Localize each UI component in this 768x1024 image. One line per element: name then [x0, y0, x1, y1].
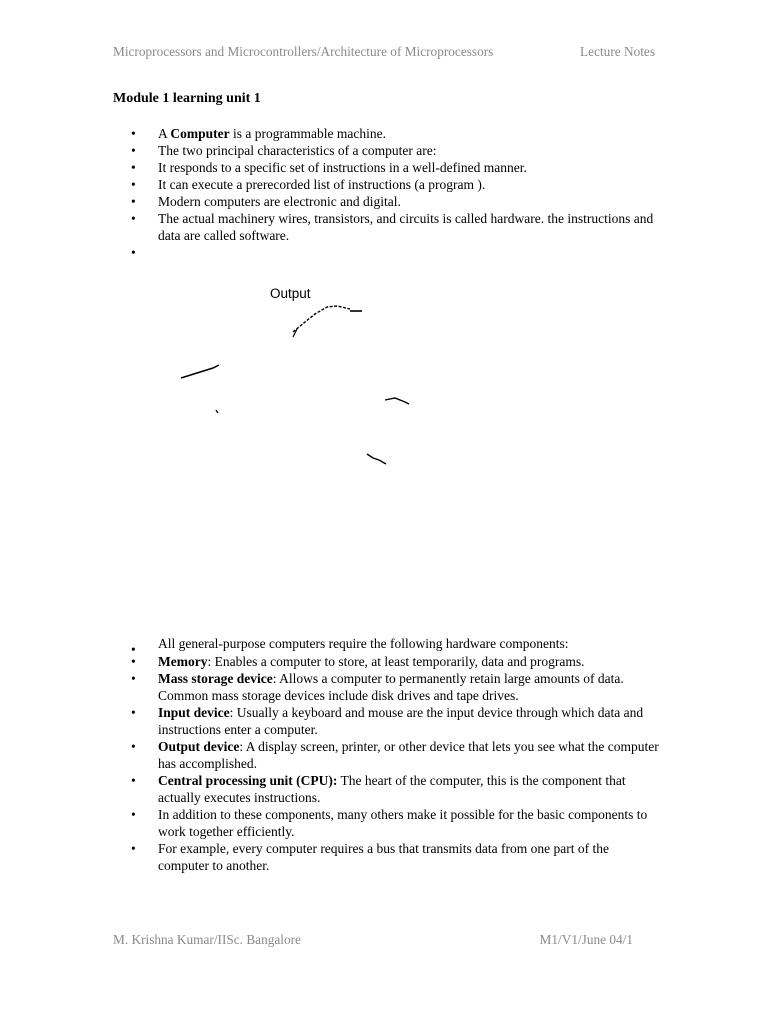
bullet-icon: •	[131, 143, 136, 158]
diagram-line-fragment	[367, 454, 386, 464]
list-item	[131, 840, 661, 874]
list-item-rest: is a programmable machine.	[229, 126, 386, 141]
list-item-text	[158, 705, 643, 737]
bullet-icon: •	[131, 671, 136, 686]
list-item-term: Central processing unit (CPU):	[158, 773, 338, 788]
bullet-icon: •	[131, 705, 136, 720]
bullet-icon: •	[131, 126, 136, 141]
list-item	[131, 159, 661, 176]
list-item	[131, 635, 661, 657]
diagram-line-fragment	[181, 365, 219, 378]
header-course-title: Microprocessors and Microcontrollers/Architecture of Microprocessors	[113, 44, 494, 59]
list-item-term: Output device	[158, 739, 240, 754]
list-item-text: It responds to a specific set of instructions in a well-defined manner.	[158, 160, 527, 175]
list-item	[131, 738, 661, 772]
bullet-icon: •	[131, 160, 136, 175]
computer-block-diagram	[175, 282, 415, 472]
footer-author: M. Krishna Kumar/IISc. Bangalore	[113, 932, 301, 947]
list-item-bold: Computer	[170, 126, 230, 141]
list-item-term: Mass storage device	[158, 671, 273, 686]
list-item-term: Input device	[158, 705, 230, 720]
list-item-term: Memory	[158, 654, 208, 669]
list-item-definition: : Enables a computer to store, at least temporarily, data and programs.	[207, 654, 585, 669]
bullet-icon: •	[131, 194, 136, 209]
list-item-definition: : Usually a keyboard and mouse are the input device through which data and instructions enter a computer.	[158, 705, 644, 737]
bullet-icon: •	[131, 739, 136, 754]
bullet-icon: •	[131, 642, 136, 657]
list-item	[131, 653, 661, 670]
list-item	[131, 772, 661, 806]
list-item	[131, 806, 661, 840]
list-item	[131, 193, 661, 210]
list-item	[131, 704, 661, 738]
bullet-icon: •	[131, 807, 136, 822]
bullet-icon: •	[131, 245, 136, 260]
list-item	[131, 125, 661, 142]
page-footer	[113, 932, 633, 950]
bullet-icon: •	[131, 773, 136, 788]
list-item-text: The actual machinery wires, transistors, and circuits is called hardware. the instructions and data are called software.	[158, 211, 654, 243]
footer-page-ref: M1/V1/June 04/1	[539, 932, 633, 947]
diagram-label-output: Output	[270, 286, 311, 301]
bullet-icon: •	[131, 211, 136, 226]
list-item-definition: The heart of the computer, this is the component that actually executes instructions.	[158, 773, 626, 805]
diagram-arrow-stroke	[293, 306, 350, 332]
list-item-text	[158, 126, 386, 141]
diagram-line-fragment	[385, 398, 409, 404]
list-item-prefix: A	[158, 126, 171, 141]
bullet-icon: •	[131, 177, 136, 192]
list-item	[131, 142, 661, 159]
list-item-text: The two principal characteristics of a computer are:	[158, 143, 437, 158]
list-item-text: Modern computers are electronic and digital.	[158, 194, 401, 209]
list-item-text	[158, 654, 584, 669]
bullet-icon: •	[131, 841, 136, 856]
list-item-text	[158, 671, 624, 703]
diagram-fragments	[175, 282, 415, 472]
list-item-text: It can execute a prerecorded list of instructions (a program ).	[158, 177, 486, 192]
header-doc-type: Lecture Notes	[580, 44, 655, 59]
hardware-components-list	[131, 635, 661, 874]
computer-characteristics-list	[131, 125, 661, 260]
list-item-definition: : Allows a computer to permanently retain large amounts of data. Common mass storage devices include disk drives and tape drives.	[158, 671, 624, 703]
page-header	[113, 44, 658, 62]
list-item-definition: : A display screen, printer, or other device that lets you see what the computer has accomplished.	[158, 739, 659, 771]
list-item-text: In addition to these components, many others make it possible for the basic components to work together efficiently.	[158, 807, 648, 839]
section-heading: Module 1 learning unit 1	[113, 91, 261, 106]
list-item-text	[158, 773, 626, 805]
list-item	[131, 670, 661, 704]
bullet-icon: •	[131, 654, 136, 669]
list-item	[131, 210, 661, 244]
list-item-text: For example, every computer requires a bus that transmits data from one part of the computer to another.	[158, 841, 609, 873]
list-item	[131, 176, 661, 193]
list-item-text: All general-purpose computers require the following hardware components:	[158, 636, 569, 651]
diagram-line-fragment	[216, 410, 218, 413]
list-item-text	[158, 739, 659, 771]
